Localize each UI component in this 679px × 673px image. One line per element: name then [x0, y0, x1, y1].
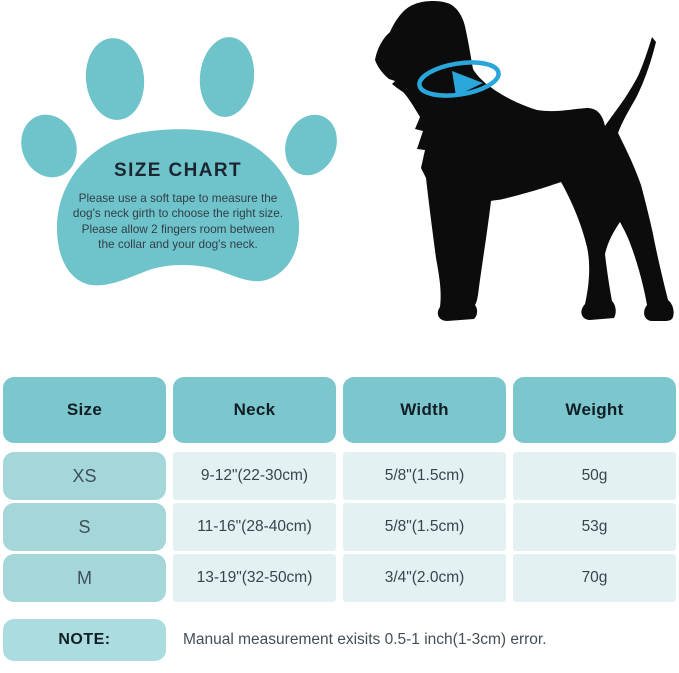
instruction-line: dog's neck girth to choose the right size. — [72, 206, 284, 221]
note-text: Manual measurement exisits 0.5-1 inch(1-3cm) error. — [183, 631, 547, 648]
neck-cell: 13-19"(32-50cm) — [173, 554, 336, 602]
paw-toe-top-right — [196, 34, 258, 119]
table-row-s — [3, 503, 676, 551]
size-cell: XS — [3, 452, 166, 500]
weight-cell: 70g — [513, 554, 676, 602]
instruction-line: the collar and your dog's neck. — [98, 237, 258, 252]
note-row — [3, 619, 676, 661]
header-neck: Neck — [173, 377, 336, 443]
dog-silhouette — [359, 0, 679, 340]
size-cell: M — [3, 554, 166, 602]
header-width: Width — [343, 377, 506, 443]
width-cell: 3/4"(2.0cm) — [343, 554, 506, 602]
weight-cell: 50g — [513, 452, 676, 500]
instruction-line: Please use a soft tape to measure the — [78, 191, 278, 205]
neck-cell: 11-16"(28-40cm) — [173, 503, 336, 551]
size-cell: S — [3, 503, 166, 551]
header-size: Size — [3, 377, 166, 443]
size-chart-instructions — [40, 191, 316, 253]
paw-toe-top-left — [82, 35, 148, 123]
header-weight: Weight — [513, 377, 676, 443]
table-row-m — [3, 554, 676, 602]
neck-cell: 9-12"(22-30cm) — [173, 452, 336, 500]
size-chart-title: SIZE CHART — [114, 160, 242, 181]
note-label: NOTE: — [3, 619, 166, 661]
table-header-row — [3, 377, 676, 443]
dog-body — [375, 1, 674, 321]
weight-cell: 53g — [513, 503, 676, 551]
table-row-xs — [3, 452, 676, 500]
width-cell: 5/8"(1.5cm) — [343, 503, 506, 551]
instruction-line: Please allow 2 fingers room between — [81, 221, 275, 236]
width-cell: 5/8"(1.5cm) — [343, 452, 506, 500]
size-table — [3, 377, 676, 661]
